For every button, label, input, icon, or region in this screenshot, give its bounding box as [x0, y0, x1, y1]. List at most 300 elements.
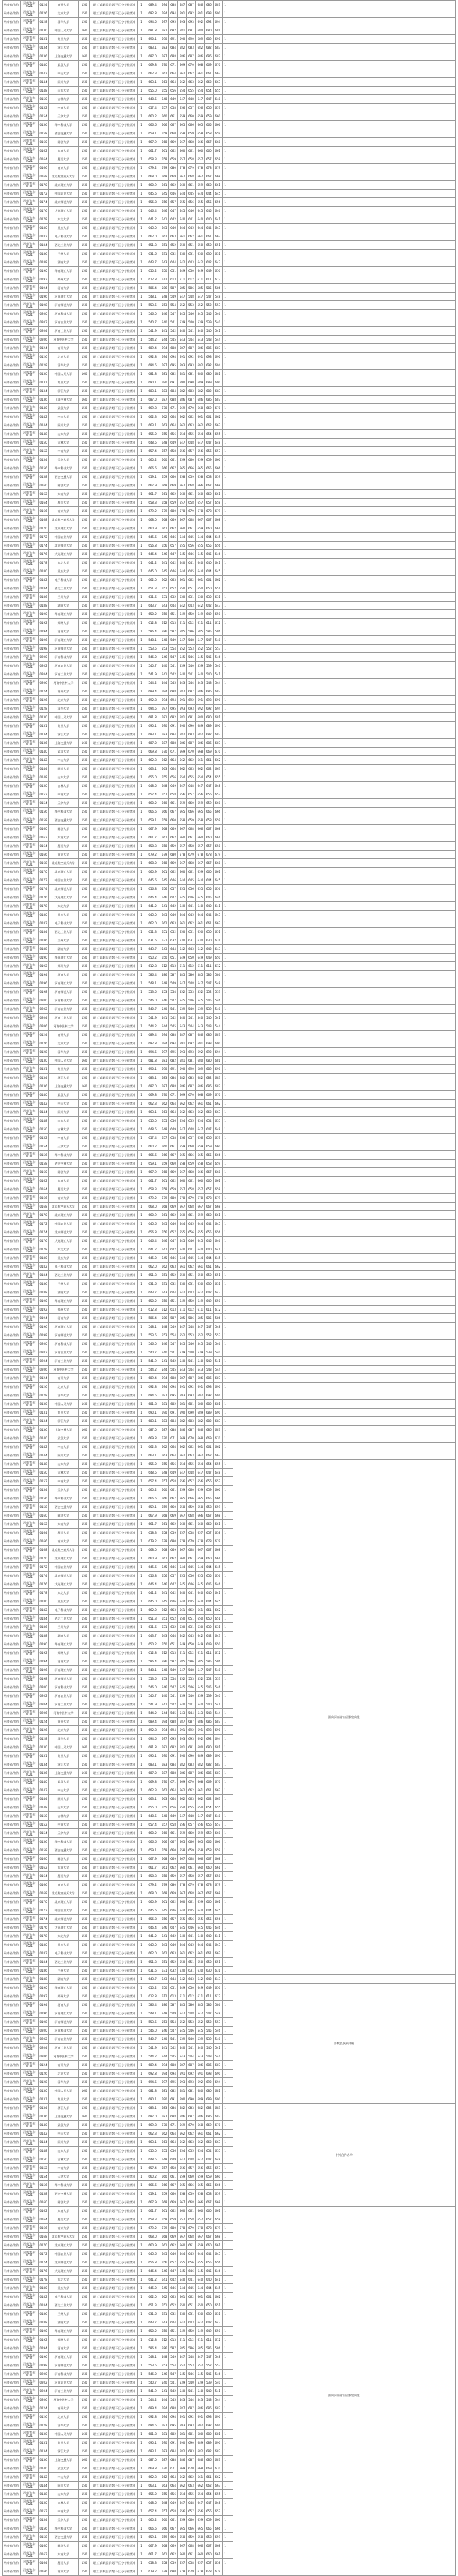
table-cell: 655 [195, 198, 204, 207]
table-cell: 650 [205, 584, 213, 593]
table-cell: 河南省/焦作 [3, 104, 21, 112]
table-cell: 658 [160, 499, 168, 507]
table-cell: 695 [169, 1391, 177, 1400]
table-cell: 1 [137, 1194, 145, 1203]
table-cell: 612 [213, 275, 222, 284]
table-row [3, 456, 456, 464]
table-cell: 642 [169, 1589, 177, 1597]
table-cell: 655 [160, 430, 168, 439]
table-cell: 655 [177, 2258, 186, 2267]
table-cell: 1 [222, 1263, 228, 1271]
table-cell: 0194 [38, 284, 49, 293]
table-cell: 667 [195, 2233, 204, 2241]
table-cell: 641.2 [145, 2276, 160, 2284]
table-cell: 北京师范大学 [49, 542, 79, 550]
table-cell: 150 [78, 593, 90, 602]
table-cell: 河南/焦作2021 [20, 1022, 38, 1031]
table-cell: 658 [177, 1503, 186, 1512]
table-cell: 0174 [38, 1915, 49, 1924]
table-cell: 河南省/焦作 [3, 310, 21, 318]
table-cell: 692 [187, 1726, 195, 1735]
table-cell: 河南省/焦作 [3, 2198, 21, 2207]
table-cell: 0164 [38, 2215, 49, 2224]
table-cell: 河南/焦作2021 [20, 1597, 38, 1606]
table-cell: 0204 [38, 327, 49, 336]
table-cell: 河南/焦作2021 [20, 1434, 38, 1443]
table-cell: 585 [205, 1657, 213, 1666]
table-cell: 理工(高职医学类(不区分专业类)) [90, 1932, 137, 1941]
table-cell: 1 [137, 928, 145, 936]
table-cell: 656 [195, 1477, 204, 1486]
table-cell: 631 [213, 936, 222, 945]
table-cell: 693 [187, 18, 195, 26]
table-cell: 理工(高职医学类(不区分专业类)) [90, 1451, 137, 1460]
table-cell: 1 [222, 962, 228, 971]
table-cell: 河南省/焦作 [3, 2215, 21, 2224]
table-cell: 646 [169, 1906, 177, 1915]
table-note-empty [233, 95, 456, 104]
table-cell: 河南/焦作2021 [20, 1245, 38, 1254]
table-row [3, 790, 456, 799]
table-cell: 1 [222, 1949, 228, 1958]
table-cell: 1 [222, 232, 228, 241]
table-cell: 682 [169, 713, 177, 722]
table-cell: 668 [213, 172, 222, 181]
table-cell: 668 [213, 1889, 222, 1898]
table-cell: 692 [187, 1039, 195, 1048]
table-cell: 理工(高职医学类(不区分专业类)) [90, 1340, 137, 1348]
table-cell: 0198 [38, 1675, 49, 1683]
table-cell: 661 [213, 1864, 222, 1872]
table-cell: 160 [78, 1057, 90, 1065]
table-cell: 645 [187, 1254, 195, 1263]
table-cell: 1 [137, 2224, 145, 2233]
table-cell: 1 [137, 456, 145, 464]
table-cell: 0196 [38, 293, 49, 301]
table-cell: 669.8 [145, 61, 160, 69]
table-cell [228, 2181, 233, 2190]
table-cell: 678 [195, 1194, 204, 1203]
table-cell: 658 [205, 1160, 213, 1168]
table-note-empty [233, 26, 456, 35]
table-cell: 646 [169, 1254, 177, 1263]
table-cell: 1 [137, 1529, 145, 1537]
table-cell: 646 [213, 1924, 222, 1932]
table-cell: 646.4 [145, 1924, 160, 1932]
table-cell: 660.9 [145, 2241, 160, 2250]
table-cell: 694 [160, 2061, 168, 2070]
table-cell: 河南农业大学 [49, 1005, 79, 1014]
table-cell: 1 [222, 1735, 228, 1743]
table-cell: 1 [222, 885, 228, 893]
table-cell: 150 [78, 868, 90, 876]
table-note-empty [233, 241, 456, 250]
table-cell: 630 [177, 250, 186, 258]
table-cell: 541 [160, 670, 168, 679]
table-cell: 659 [195, 181, 204, 190]
table-cell: 539 [177, 662, 186, 670]
table-cell: 661 [205, 69, 213, 78]
table-cell: 650 [213, 267, 222, 275]
table-cell: 1 [222, 756, 228, 765]
table-cell: 1 [222, 52, 228, 61]
table-cell: 649 [195, 1297, 204, 1306]
table-cell: 663 [187, 1108, 195, 1117]
table-cell: 682 [195, 1760, 204, 1769]
table-cell: 150 [78, 1039, 90, 1048]
table-cell: 548 [213, 293, 222, 301]
table-cell: 西安交通大学 [49, 2190, 79, 2198]
table-cell: 539 [195, 318, 204, 327]
table-cell: 546 [187, 2027, 195, 2035]
table-cell: 662 [160, 576, 168, 584]
table-cell: 668 [187, 2233, 195, 2241]
table-cell: 688 [169, 1, 177, 9]
table-cell: 541 [187, 1700, 195, 1709]
table-cell: 1 [137, 868, 145, 876]
table-cell: 662 [169, 1520, 177, 1529]
table-cell: 1 [222, 1031, 228, 1039]
table-cell: 河南/焦作2021 [20, 1692, 38, 1700]
table-cell: 647 [169, 1237, 177, 1245]
table-cell: 687 [187, 396, 195, 404]
table-cell: 679 [160, 1194, 168, 1203]
table-cell: 1 [222, 1194, 228, 1203]
table-cell: 河南/焦作2021 [20, 1271, 38, 1280]
table-cell: 河南省/焦作 [3, 2190, 21, 2198]
table-cell: 河南/焦作2021 [20, 1391, 38, 1400]
table-note-empty [233, 559, 456, 567]
table-cell: 666 [213, 1494, 222, 1503]
table-cell: 理工(高职医学类(不区分专业类)) [90, 756, 137, 765]
table-row [3, 825, 456, 833]
table-cell: 河南省/焦作 [3, 2241, 21, 2250]
table-cell: 0152 [38, 2164, 49, 2173]
table-cell: 1 [222, 1160, 228, 1168]
table-cell [228, 1898, 233, 1906]
table-cell: 661 [195, 1443, 204, 1451]
table-cell: 河南理工大学 [49, 636, 79, 645]
table-cell: 理工(高职医学类(不区分专业类)) [90, 1271, 137, 1280]
table-cell: 661.7 [145, 1864, 160, 1872]
table-cell: 150 [78, 1220, 90, 1228]
table-cell: 541.9 [145, 670, 160, 679]
table-cell: 1 [137, 1211, 145, 1220]
table-cell: 683.1 [145, 387, 160, 396]
table-cell: 东北大学 [49, 215, 79, 224]
table-note-empty [233, 1237, 456, 1245]
table-cell: 1 [137, 1821, 145, 1829]
table-cell: 150 [78, 902, 90, 911]
table-cell: 150 [78, 645, 90, 653]
table-cell: 1 [137, 155, 145, 164]
table-cell: 651 [213, 928, 222, 936]
table-cell: 河南省/焦作 [3, 876, 21, 885]
table-row [3, 1348, 456, 1357]
table-cell: 662 [195, 2138, 204, 2147]
table-cell: 650 [160, 267, 168, 275]
table-note-empty [233, 1288, 456, 1297]
table-cell: 河南省/焦作 [3, 1400, 21, 1409]
table-cell: 546.0 [145, 996, 160, 1005]
table-cell: 理工(高职医学类(不区分专业类)) [90, 1889, 137, 1898]
table-cell: 河南省/焦作 [3, 2276, 21, 2284]
table-cell: 1 [222, 1683, 228, 1692]
table-cell: 661 [187, 1177, 195, 1185]
table-cell: 645.6 [145, 190, 160, 198]
table-cell: 647 [205, 1812, 213, 1821]
table-cell: 644 [177, 224, 186, 232]
table-cell: 理工(高职医学类(不区分专业类)) [90, 198, 137, 207]
table-cell: 660 [213, 1142, 222, 1151]
table-cell: 553 [213, 2018, 222, 2027]
table-cell: 1 [137, 1091, 145, 1100]
table-row [3, 748, 456, 756]
table-cell: 546 [213, 2027, 222, 2035]
table-cell: 660 [177, 1898, 186, 1906]
table-cell: 660.2 [145, 112, 160, 121]
table-cell: 543 [177, 2052, 186, 2061]
table-cell: 1 [222, 155, 228, 164]
table-row [3, 327, 456, 336]
table-cell: 上海交通大学 [49, 1769, 79, 1778]
table-cell: 150 [78, 1846, 90, 1855]
table-cell: 1 [137, 1829, 145, 1838]
table-cell: 吉林大学 [49, 95, 79, 104]
table-cell: 河南省/焦作 [3, 318, 21, 327]
table-cell: 650 [160, 1297, 168, 1306]
table-cell: 1 [222, 1932, 228, 1941]
table-cell: 0180 [38, 911, 49, 919]
table-cell: 中国人民大学 [49, 1400, 79, 1409]
table-cell: 河南/焦作2021 [20, 87, 38, 95]
table-cell: 150 [78, 619, 90, 627]
table-note-empty [233, 121, 456, 129]
table-cell: 西安交通大学 [49, 816, 79, 825]
table-note-empty [233, 790, 456, 799]
table-cell: 中南大学 [49, 1821, 79, 1829]
table-cell: 694 [169, 1039, 177, 1048]
table-row [3, 1323, 456, 1331]
table-cell: 554 [169, 1675, 177, 1683]
table-cell: 647 [205, 439, 213, 447]
table-cell: 1 [137, 232, 145, 241]
table-cell: 150 [78, 1735, 90, 1743]
table-cell: 0164 [38, 842, 49, 851]
table-cell: 理工(高职医学类(不区分专业类)) [90, 44, 137, 52]
table-cell: 0206 [38, 336, 49, 344]
table-cell: 648.5 [145, 95, 160, 104]
table-cell: 689 [205, 2095, 213, 2104]
table-cell: 厦门大学 [49, 1872, 79, 1881]
table-cell: 河南/焦作2021 [20, 1082, 38, 1091]
table-cell: 理工(高职医学类(不区分专业类)) [90, 181, 137, 190]
table-note-empty [233, 275, 456, 284]
table-cell: 河南省/焦作 [3, 1700, 21, 1709]
table-note-empty [233, 1297, 456, 1306]
table-cell: 河南省/焦作 [3, 996, 21, 1005]
table-cell: 1 [222, 1992, 228, 2001]
table-cell: 理工(高职医学类(不区分专业类)) [90, 1615, 137, 1623]
table-cell: 679 [160, 164, 168, 172]
table-cell: 670 [160, 1091, 168, 1100]
table-cell: 691 [177, 1726, 186, 1735]
table-cell: 大连理工大学 [49, 550, 79, 559]
table-cell: 661 [213, 2241, 222, 2250]
table-cell: 642 [177, 1288, 186, 1297]
table-cell: 670 [213, 61, 222, 69]
table-cell: 0154 [38, 1142, 49, 1151]
table-note-empty [233, 859, 456, 868]
table-cell: 655 [187, 1803, 195, 1812]
table-cell: 659 [205, 2173, 213, 2181]
table-cell: 668 [213, 481, 222, 490]
table-cell: 548 [160, 979, 168, 988]
table-cell: 电子科技大学 [49, 2293, 79, 2301]
table-row [3, 1117, 456, 1125]
table-cell: 1 [222, 1014, 228, 1022]
table-cell: 645 [160, 1254, 168, 1263]
table-cell: 692 [205, 361, 213, 370]
table-cell: 0202 [38, 662, 49, 670]
table-cell: 清华大学 [49, 18, 79, 26]
table-cell: 661 [160, 181, 168, 190]
table-cell: 河南/焦作2021 [20, 833, 38, 842]
table-note-empty [233, 1451, 456, 1460]
table-cell: 中国农业大学 [49, 1220, 79, 1228]
table-cell: 645 [177, 2267, 186, 2276]
table-cell: 150 [78, 542, 90, 550]
table-cell: 上海交通大学 [49, 1426, 79, 1434]
table-cell: 150 [78, 1700, 90, 1709]
table-cell: 687.0 [145, 1769, 160, 1778]
table-cell: 150 [78, 1786, 90, 1795]
table-cell: 1 [222, 1889, 228, 1898]
table-cell: 北京大学 [49, 1039, 79, 1048]
table-cell: 658 [213, 842, 222, 851]
table-cell: 668 [213, 2198, 222, 2207]
table-cell: 544.2 [145, 1709, 160, 1718]
table-cell: 693 [205, 9, 213, 18]
table-cell: 658 [177, 473, 186, 481]
table-cell: 541 [213, 670, 222, 679]
table-cell: 660.9 [145, 1554, 160, 1563]
table-cell: 663 [160, 2138, 168, 2147]
table-cell: 1 [222, 1211, 228, 1220]
table-cell: 669 [169, 516, 177, 524]
table-cell: 552 [195, 301, 204, 310]
table-cell: 河南/焦作2021 [20, 9, 38, 18]
table-cell: 1 [137, 1572, 145, 1580]
table-cell: 150 [78, 1760, 90, 1769]
table-cell: 651.3 [145, 1958, 160, 1967]
table-cell: 645 [195, 1580, 204, 1589]
table-cell: 0168 [38, 1203, 49, 1211]
table-cell: 661.7 [145, 833, 160, 842]
table-cell: 150 [78, 1142, 90, 1151]
table-cell: 667.9 [145, 2198, 160, 2207]
table-cell: 547 [177, 636, 186, 645]
table-cell: 668 [160, 516, 168, 524]
table-cell: 1 [222, 293, 228, 301]
table-cell: 644 [177, 190, 186, 198]
table-cell: 687 [187, 1769, 195, 1778]
table-cell: 655 [177, 1228, 186, 1237]
table-cell: 1 [222, 1185, 228, 1194]
table-cell: 660.2 [145, 1829, 160, 1838]
table-note-empty [233, 679, 456, 687]
table-cell: 河南省/焦作 [3, 1503, 21, 1512]
table-cell: 642 [177, 945, 186, 954]
table-cell: 687 [213, 687, 222, 696]
table-cell: 645.0 [145, 1597, 160, 1606]
table-cell: 0150 [38, 95, 49, 104]
table-cell: 河南省/焦作 [3, 1443, 21, 1451]
table-cell: 657 [160, 104, 168, 112]
table-cell: 552 [195, 2018, 204, 2027]
table-row [3, 945, 456, 954]
table-cell: 667 [177, 2233, 186, 2241]
table-cell: 150 [78, 1675, 90, 1683]
table-cell: 河南/焦作2021 [20, 1142, 38, 1151]
table-cell: 150 [78, 1752, 90, 1760]
table-cell: 681 [160, 1400, 168, 1409]
table-cell: 河南省/焦作 [3, 2284, 21, 2293]
table-cell: 661 [195, 1949, 204, 1958]
table-cell: 复旦大学 [49, 1752, 79, 1760]
table-cell: 543 [205, 336, 213, 344]
table-cell: 545 [169, 2052, 177, 2061]
table-cell: 0204 [38, 670, 49, 679]
table-cell: 661 [169, 1829, 177, 1838]
table-cell: 河南/焦作2021 [20, 893, 38, 902]
table-cell: 150 [78, 1941, 90, 1949]
table-cell: 690 [213, 35, 222, 44]
table-note-empty [233, 293, 456, 301]
table-cell: 667 [205, 2233, 213, 2241]
table-cell: 648 [213, 439, 222, 447]
table-cell: 1 [222, 1177, 228, 1185]
table-cell: 552 [195, 988, 204, 996]
table-cell: 683 [160, 1760, 168, 1769]
table-cell: 687 [160, 52, 168, 61]
table-cell: 0152 [38, 447, 49, 456]
table-cell: 612.8 [145, 1992, 160, 2001]
table-cell: 662 [187, 576, 195, 584]
table-cell: 682 [205, 1760, 213, 1769]
table-cell: 613 [169, 275, 177, 284]
table-cell: 河南省/焦作 [3, 1306, 21, 1314]
table-cell: 1 [222, 1142, 228, 1151]
table-cell: 646 [213, 2267, 222, 2276]
table-cell: 693 [205, 353, 213, 361]
table-cell: 河南省/焦作 [3, 1348, 21, 1357]
table-cell: 1 [137, 190, 145, 198]
table-cell [228, 1589, 233, 1597]
table-cell: 640 [195, 1245, 204, 1254]
table-note-empty [233, 996, 456, 1005]
table-cell: 1 [222, 1254, 228, 1263]
table-cell: 0144 [38, 1108, 49, 1117]
table-cell: 河南省/焦作 [3, 1838, 21, 1846]
table-cell: 0136 [38, 1769, 49, 1778]
table-cell: 661 [187, 833, 195, 842]
table-cell: 660 [187, 799, 195, 808]
table-cell: 河南省/焦作 [3, 1872, 21, 1881]
table-cell: 0152 [38, 1477, 49, 1486]
table-cell: 631 [213, 1967, 222, 1975]
table-cell: 理工(高职医学类(不区分专业类)) [90, 1108, 137, 1117]
